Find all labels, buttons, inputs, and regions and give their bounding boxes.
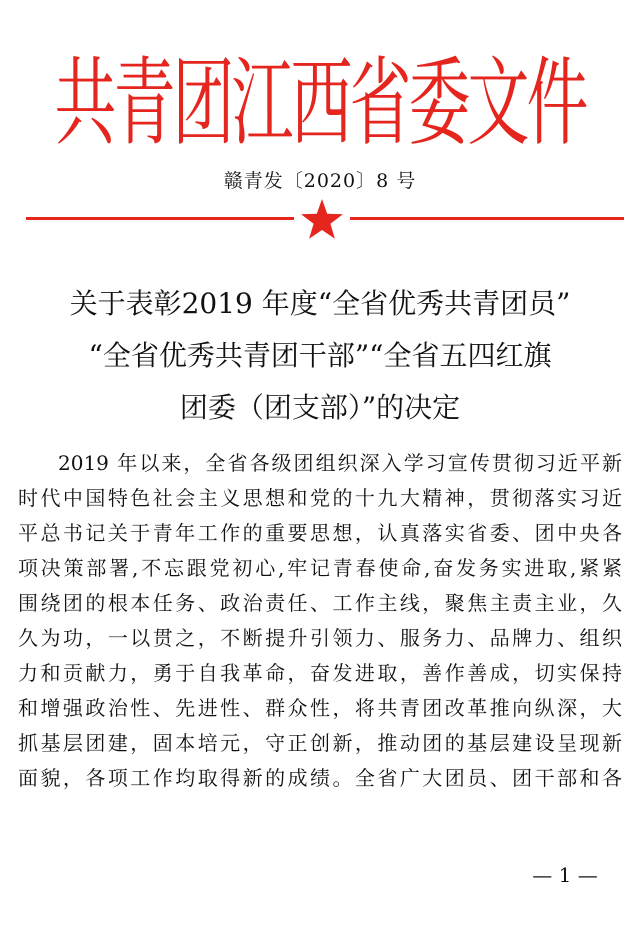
red-divider-right — [350, 217, 624, 220]
page-number: — 1 — — [532, 863, 598, 887]
body-line: 和增强政治性、先进性、群众性，将共青团改革推向纵深，大 — [18, 696, 622, 720]
title-line: “全省优秀共青团干部”“全省五四红旗 — [88, 339, 552, 372]
red-divider-left — [26, 217, 294, 220]
title-line: 关于表彰2019 年度“全省优秀共青团员” — [69, 287, 571, 320]
title-line: 团委（团支部）”的决定 — [179, 391, 461, 424]
body-line: 平总书记关于青年工作的重要思想，认真落实省委、团中央各 — [18, 521, 622, 545]
document-issuer-header: 共青团江西省委文件 — [54, 45, 586, 160]
body-line: 时代中国特色社会主义思想和党的十九大精神，贯彻落实习近 — [18, 486, 622, 510]
body-paragraph — [18, 446, 622, 796]
body-line: 久为功，一以贯之，不断提升引领力、服务力、品牌力、组织 — [18, 626, 622, 650]
document-title — [0, 278, 640, 434]
body-line: 项决策部署,不忘跟党初心,牢记青春使命,奋发务实进取,紧紧 — [18, 556, 622, 580]
document-number: 赣青发〔2020〕8 号 — [223, 170, 417, 192]
body-line: 2019 年以来，全省各级团组织深入学习宣传贯彻习近平新 — [58, 451, 622, 475]
red-star-icon — [300, 197, 344, 241]
body-line: 面貌，各项工作均取得新的成绩。全省广大团员、团干部和各 — [18, 766, 622, 790]
body-line: 抓基层团建，固本培元，守正创新，推动团的基层建设呈现新 — [18, 731, 622, 755]
body-line: 围绕团的根本任务、政治责任、工作主线，聚焦主责主业，久 — [18, 591, 622, 615]
body-line: 力和贡献力，勇于自我革命，奋发进取，善作善成，切实保持 — [18, 661, 622, 685]
